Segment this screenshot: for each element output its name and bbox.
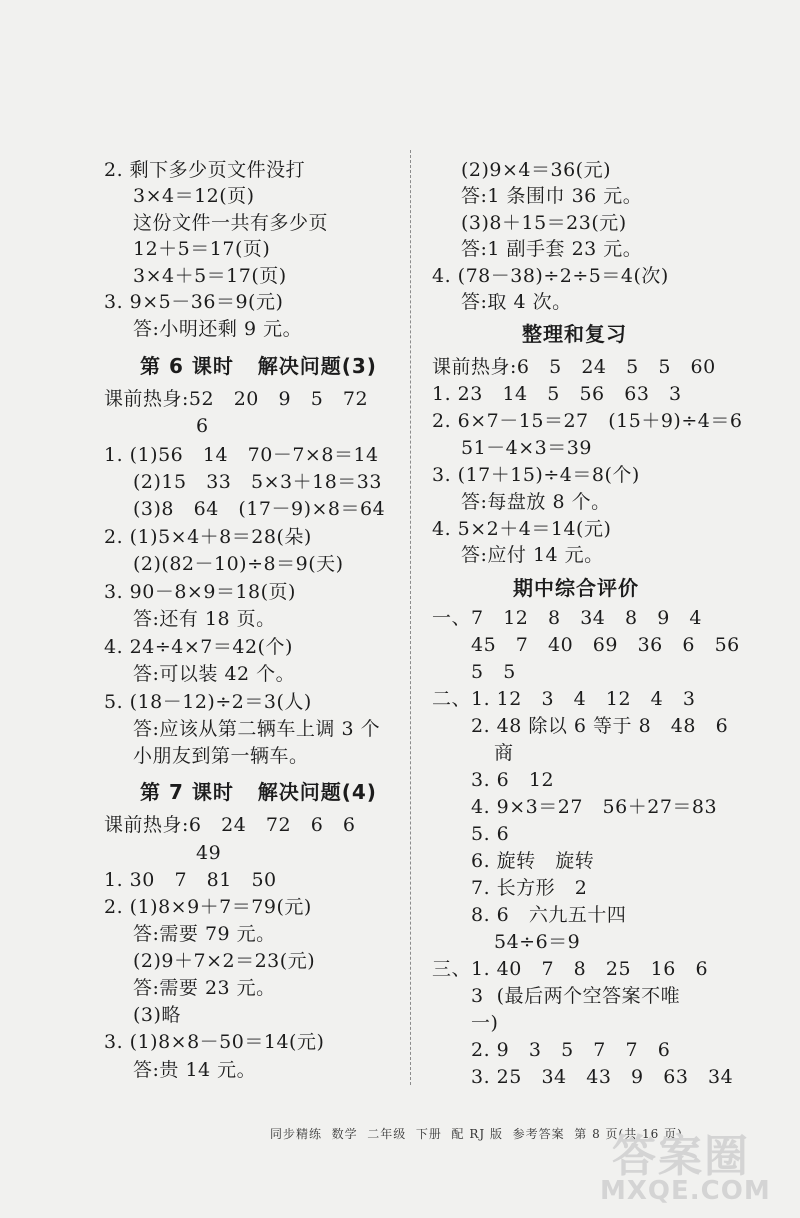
answer-line: 二、1. 12 3 4 12 4 3 <box>432 688 696 710</box>
answer-line: 答:应该从第二辆车上调 3 个 <box>133 718 381 740</box>
section-heading: 整理和复习 <box>522 322 627 346</box>
answer-line: 三、1. 40 7 8 25 16 6 <box>432 958 709 980</box>
answer-line: 5. 6 <box>471 823 510 845</box>
answer-line: 3. 9×5－36＝9(元) <box>104 291 284 313</box>
answer-line: (2)9×4＝36(元) <box>461 159 612 181</box>
answer-line: 3. 25 34 43 9 63 34 <box>471 1066 734 1088</box>
answer-line: 7. 长方形 2 <box>471 877 588 899</box>
answer-line: 一) <box>471 1012 499 1034</box>
answer-line: 3. 6 12 <box>471 769 555 791</box>
answer-line: 3. 90－8×9＝18(页) <box>104 581 296 603</box>
watermark-logo <box>590 1120 790 1210</box>
answer-line: 5 5 <box>471 661 516 683</box>
answer-line: 小朋友到第一辆车。 <box>133 745 309 767</box>
answer-line: 3×4＋5＝17(页) <box>133 265 287 287</box>
answer-line: 课前热身:6 24 72 6 6 <box>104 814 356 836</box>
answer-line: 答:应付 14 元。 <box>461 544 604 566</box>
watermark-title: 答案圈 <box>612 1131 750 1182</box>
watermark-url: MXQE.COM <box>600 1176 771 1206</box>
answer-line: 3. (17＋15)÷4＝8(个) <box>432 464 640 486</box>
answer-line: 答:需要 79 元。 <box>133 923 276 945</box>
answer-line: 51－4×3＝39 <box>461 437 592 459</box>
page-footer: 同步精练 数学 二年级 下册 配 RJ 版 参考答案 第 8 页(共 16 页) <box>270 1127 683 1141</box>
answer-line: (3)8 64 (17－9)×8＝64 <box>133 498 386 520</box>
section-heading: 期中综合评价 <box>513 576 639 600</box>
answer-line: 答:1 副手套 23 元。 <box>461 238 643 260</box>
answer-line: 这份文件一共有多少页 <box>133 212 329 234</box>
answer-line: 12＋5＝17(页) <box>133 238 271 260</box>
answer-line: 答:需要 23 元。 <box>133 977 276 999</box>
answer-line: 1. (1)56 14 70－7×8＝14 <box>104 444 379 466</box>
answer-line: 1. 23 14 5 56 63 3 <box>432 383 682 405</box>
answer-line: 45 7 40 69 36 6 56 <box>471 634 740 656</box>
answer-line: (2)15 33 5×3＋18＝33 <box>133 471 382 493</box>
answer-line: 答:取 4 次。 <box>461 291 572 313</box>
answer-line: (2)(82－10)÷8＝9(天) <box>133 553 344 575</box>
answer-line: 2. (1)5×4＋8＝28(朵) <box>104 526 312 548</box>
answer-line: 2. 9 3 5 7 7 6 <box>471 1039 671 1061</box>
column-divider <box>410 150 411 1085</box>
section-heading: 第 6 课时 解决问题(3) <box>140 354 377 378</box>
section-heading: 第 7 课时 解决问题(4) <box>140 780 377 804</box>
answer-line: 4. 5×2＋4＝14(元) <box>432 518 612 540</box>
answer-line: 6 <box>196 415 209 437</box>
answer-line: 4. 24÷4×7＝42(个) <box>104 636 293 658</box>
answer-line: 答:还有 18 页。 <box>133 608 276 630</box>
answer-line: 答:每盘放 8 个。 <box>461 491 611 513</box>
answer-line: 2. 剩下多少页文件没打 <box>104 159 306 181</box>
answer-line: 2. (1)8×9＋7＝79(元) <box>104 896 312 918</box>
answer-line: 答:1 条围巾 36 元。 <box>461 185 643 207</box>
answer-line: 课前热身:52 20 9 5 72 <box>104 388 369 410</box>
answer-line: 3. (1)8×8－50＝14(元) <box>104 1031 325 1053</box>
answer-line: 1. 30 7 81 50 <box>104 869 277 891</box>
answer-line: 商 <box>494 742 514 764</box>
answer-line: 答:贵 14 元。 <box>133 1059 257 1081</box>
answer-line: 49 <box>196 842 222 864</box>
answer-line: (3)8＋15＝23(元) <box>461 212 627 234</box>
answer-line: (2)9＋7×2＝23(元) <box>133 950 316 972</box>
answer-line: 3 (最后两个空答案不唯 <box>471 985 681 1007</box>
answer-line: 一、7 12 8 34 8 9 4 <box>432 607 703 629</box>
answer-line: 4. 9×3＝27 56＋27＝83 <box>471 796 718 818</box>
answer-line: 8. 6 六九五十四 <box>471 904 627 926</box>
answer-line: 6. 旋转 旋转 <box>471 850 595 872</box>
answer-line: 3×4＝12(页) <box>133 185 255 207</box>
answer-line: (3)略 <box>133 1004 181 1026</box>
answer-line: 4. (78－38)÷2÷5＝4(次) <box>432 265 669 287</box>
answer-line: 2. 48 除以 6 等于 8 48 6 <box>471 715 729 737</box>
answer-line: 5. (18－12)÷2＝3(人) <box>104 691 312 713</box>
answer-line: 课前热身:6 5 24 5 5 60 <box>432 356 716 378</box>
answer-line: 54÷6＝9 <box>494 931 581 953</box>
answer-line: 答:可以装 42 个。 <box>133 663 296 685</box>
answer-line: 2. 6×7－15＝27 (15＋9)÷4＝6 <box>432 410 743 432</box>
answer-line: 答:小明还剩 9 元。 <box>133 318 303 340</box>
